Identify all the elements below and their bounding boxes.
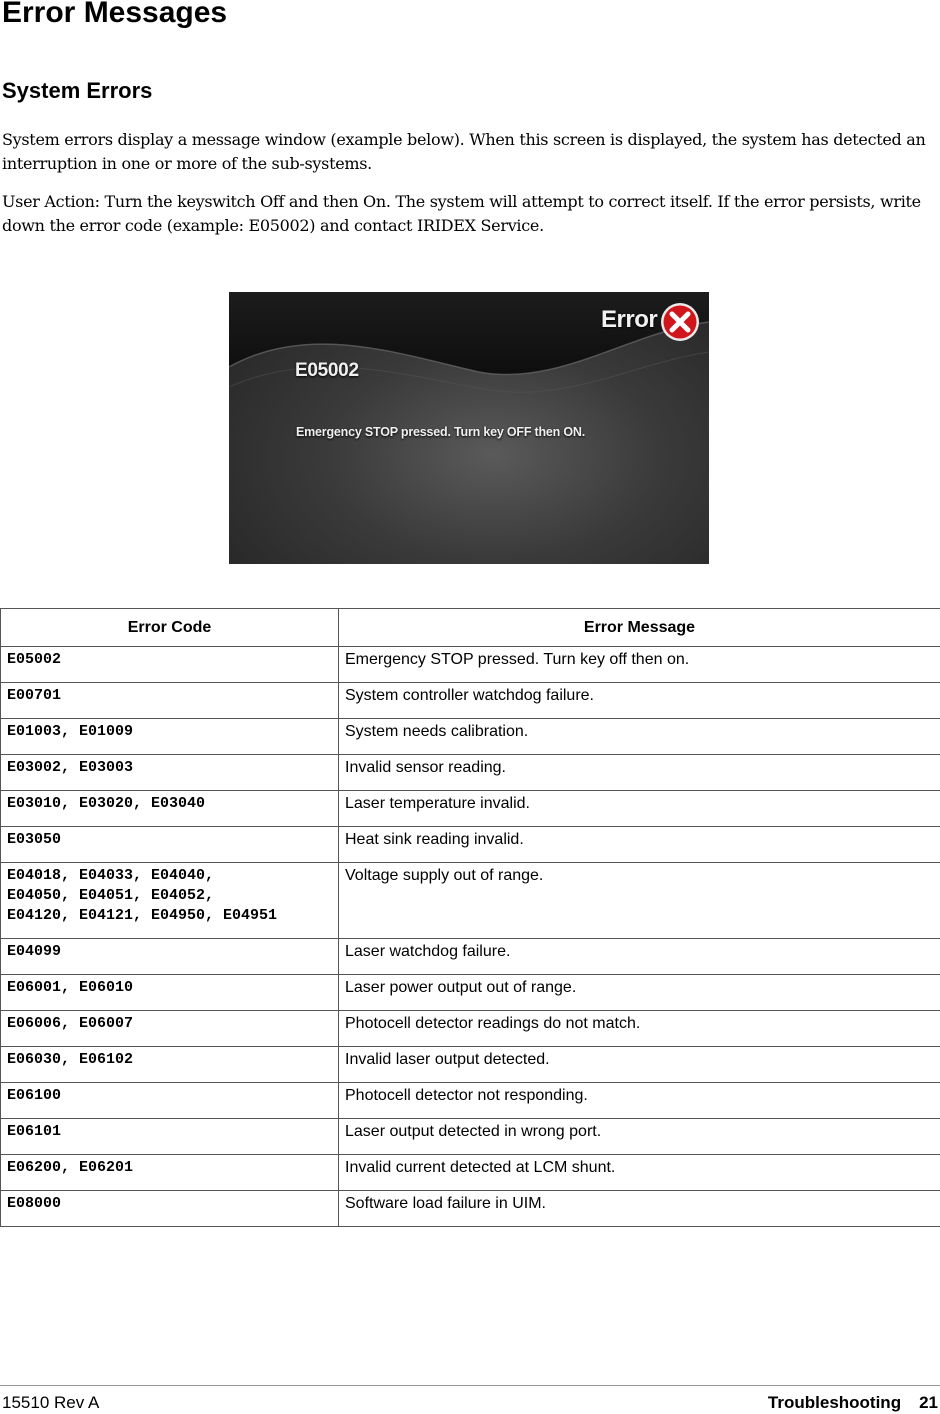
table-row xyxy=(1,1011,940,1047)
error-code-table xyxy=(0,608,940,1227)
table-row xyxy=(1,683,940,719)
error-code-line: E04018, E04033, E04040, xyxy=(7,867,215,884)
header-error-message: Error Message xyxy=(339,609,940,647)
error-message-cell: Invalid sensor reading. xyxy=(339,755,940,791)
error-message-cell: Invalid laser output detected. xyxy=(339,1047,940,1083)
table-row xyxy=(1,719,940,755)
section-heading: System Errors xyxy=(2,78,153,103)
table-header-row xyxy=(1,609,940,647)
table-row xyxy=(1,1083,940,1119)
error-code-cell: E06030, E06102 xyxy=(1,1047,339,1083)
error-code-cell: E06100 xyxy=(1,1083,339,1119)
table-row xyxy=(1,827,940,863)
error-code-cell: E06200, E06201 xyxy=(1,1155,339,1191)
footer-doc-id: 15510 Rev A xyxy=(2,1393,100,1412)
error-message-cell: Emergency STOP pressed. Turn key off then on. xyxy=(339,647,940,683)
error-code-cell: E04099 xyxy=(1,939,339,975)
error-code-cell: E01003, E01009 xyxy=(1,719,339,755)
error-message-cell: Laser temperature invalid. xyxy=(339,791,940,827)
error-code-cell: E03010, E03020, E03040 xyxy=(1,791,339,827)
footer-page-info xyxy=(750,1393,938,1413)
error-code-cell: E06006, E06007 xyxy=(1,1011,339,1047)
table-row xyxy=(1,1191,940,1227)
error-message-cell: Laser watchdog failure. xyxy=(339,939,940,975)
table-row xyxy=(1,755,940,791)
user-action-paragraph: User Action: Turn the keyswitch Off and then On. The system will attempt to correct itself. If the error persists, write down the error code (example: E05002) and contact IRIDEX Service. xyxy=(2,192,921,235)
table-row xyxy=(1,863,940,939)
error-code-display: E05002 xyxy=(295,360,359,381)
error-code-line: E04050, E04051, E04052, xyxy=(7,887,215,904)
table-row xyxy=(1,647,940,683)
error-code-cell: E03002, E03003 xyxy=(1,755,339,791)
error-code-cell: E08000 xyxy=(1,1191,339,1227)
table-row xyxy=(1,939,940,975)
error-code-cell: E05002 xyxy=(1,647,339,683)
error-message-cell: System controller watchdog failure. xyxy=(339,683,940,719)
table-row xyxy=(1,975,940,1011)
error-message-display: Emergency STOP pressed. Turn key OFF then ON. xyxy=(296,425,586,439)
error-message-cell: Invalid current detected at LCM shunt. xyxy=(339,1155,940,1191)
error-message-cell: Heat sink reading invalid. xyxy=(339,827,940,863)
footer-divider xyxy=(0,1385,940,1386)
error-x-icon xyxy=(659,301,701,343)
error-code-line: E04120, E04121, E04950, E04951 xyxy=(7,907,278,924)
table-row xyxy=(1,1155,940,1191)
error-code-cell: E03050 xyxy=(1,827,339,863)
table-row xyxy=(1,1047,940,1083)
table-row xyxy=(1,791,940,827)
footer-section: Troubleshooting xyxy=(767,1393,902,1412)
error-code-cell: E06001, E06010 xyxy=(1,975,339,1011)
header-error-code: Error Code xyxy=(1,609,339,647)
footer-page-number: 21 xyxy=(919,1393,938,1412)
error-screen-example xyxy=(229,292,709,564)
error-code-cell: E06101 xyxy=(1,1119,339,1155)
error-message-cell: Laser output detected in wrong port. xyxy=(339,1119,940,1155)
error-message-cell: Laser power output out of range. xyxy=(339,975,940,1011)
page-title: Error Messages xyxy=(2,0,228,29)
table-row xyxy=(1,1119,940,1155)
error-message-cell: System needs calibration. xyxy=(339,719,940,755)
error-code-cell: E00701 xyxy=(1,683,339,719)
error-message-cell: Voltage supply out of range. xyxy=(339,863,940,939)
error-code-cell xyxy=(1,863,339,939)
error-message-cell: Photocell detector not responding. xyxy=(339,1083,940,1119)
error-message-cell: Software load failure in UIM. xyxy=(339,1191,940,1227)
intro-paragraph: System errors display a message window (example below). When this screen is displayed, the system has detected an interruption in one or more of the sub-systems. xyxy=(2,130,926,173)
error-title: Error xyxy=(601,306,658,333)
error-message-cell: Photocell detector readings do not match. xyxy=(339,1011,940,1047)
